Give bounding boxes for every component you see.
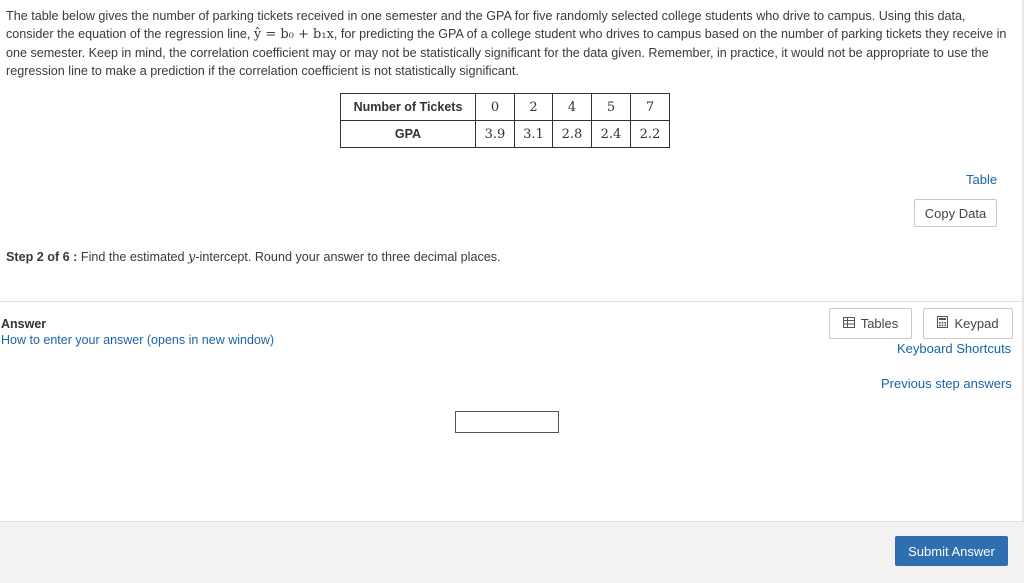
step-variable: y bbox=[187, 250, 196, 265]
problem-statement bbox=[6, 7, 1014, 80]
regression-equation: ŷ = b₀ + b₁x bbox=[253, 27, 334, 42]
keypad-button[interactable] bbox=[923, 308, 1013, 339]
gpa-cell: 3.9 bbox=[476, 121, 515, 148]
problem-text-part2: , for predicting the GPA of a college student who drives to campus based on the number of parking tickets they receive in one semester. Keep in mind, the correlation coefficient may or may not be statistically significant for the data given. Remember, in practice, it would not be appropriate to use the regression line to make a prediction if the correlation coefficient is not statistically significant. bbox=[6, 27, 1007, 78]
gpa-cell: 2.4 bbox=[592, 121, 631, 148]
step-instruction bbox=[6, 250, 501, 265]
table-link[interactable]: Table bbox=[966, 172, 998, 187]
tickets-cell: 5 bbox=[592, 94, 631, 121]
step-label: Step 2 of 6 : bbox=[6, 250, 78, 264]
tickets-cell: 4 bbox=[553, 94, 592, 121]
tables-button[interactable] bbox=[829, 308, 912, 339]
problem-text-part1: The table below gives the number of parking tickets received in one semester and the GPA for five randomly selected college students who drive to campus. Using this data, consider the equation of the regression line, bbox=[6, 9, 966, 41]
gpa-cell: 2.2 bbox=[631, 121, 670, 148]
tickets-cell: 2 bbox=[515, 94, 553, 121]
step-text-after: -intercept. Round your answer to three decimal places. bbox=[195, 250, 501, 264]
submit-answer-button[interactable]: Submit Answer bbox=[895, 536, 1008, 566]
tables-button-label: Tables bbox=[860, 316, 899, 331]
data-table bbox=[340, 93, 670, 148]
tickets-row bbox=[341, 94, 670, 121]
tickets-header: Number of Tickets bbox=[341, 94, 476, 121]
previous-step-answers-link[interactable]: Previous step answers bbox=[881, 376, 1012, 391]
calculator-icon bbox=[937, 316, 948, 331]
tickets-cell: 7 bbox=[631, 94, 670, 121]
gpa-cell: 2.8 bbox=[553, 121, 592, 148]
keyboard-shortcuts-link[interactable]: Keyboard Shortcuts bbox=[897, 341, 1012, 356]
keypad-button-label: Keypad bbox=[954, 316, 999, 331]
footer-bar bbox=[0, 521, 1024, 583]
answer-title: Answer bbox=[1, 317, 47, 331]
section-divider bbox=[0, 301, 1022, 302]
copy-data-button[interactable]: Copy Data bbox=[914, 199, 997, 227]
gpa-cell: 3.1 bbox=[515, 121, 553, 148]
gpa-row bbox=[341, 121, 670, 148]
step-text-before: Find the estimated bbox=[77, 250, 188, 264]
tickets-cell: 0 bbox=[476, 94, 515, 121]
how-to-enter-answer-link[interactable]: How to enter your answer (opens in new window) bbox=[1, 333, 275, 347]
table-grid-icon bbox=[843, 316, 855, 331]
gpa-header: GPA bbox=[341, 121, 476, 148]
answer-input[interactable] bbox=[455, 411, 559, 433]
